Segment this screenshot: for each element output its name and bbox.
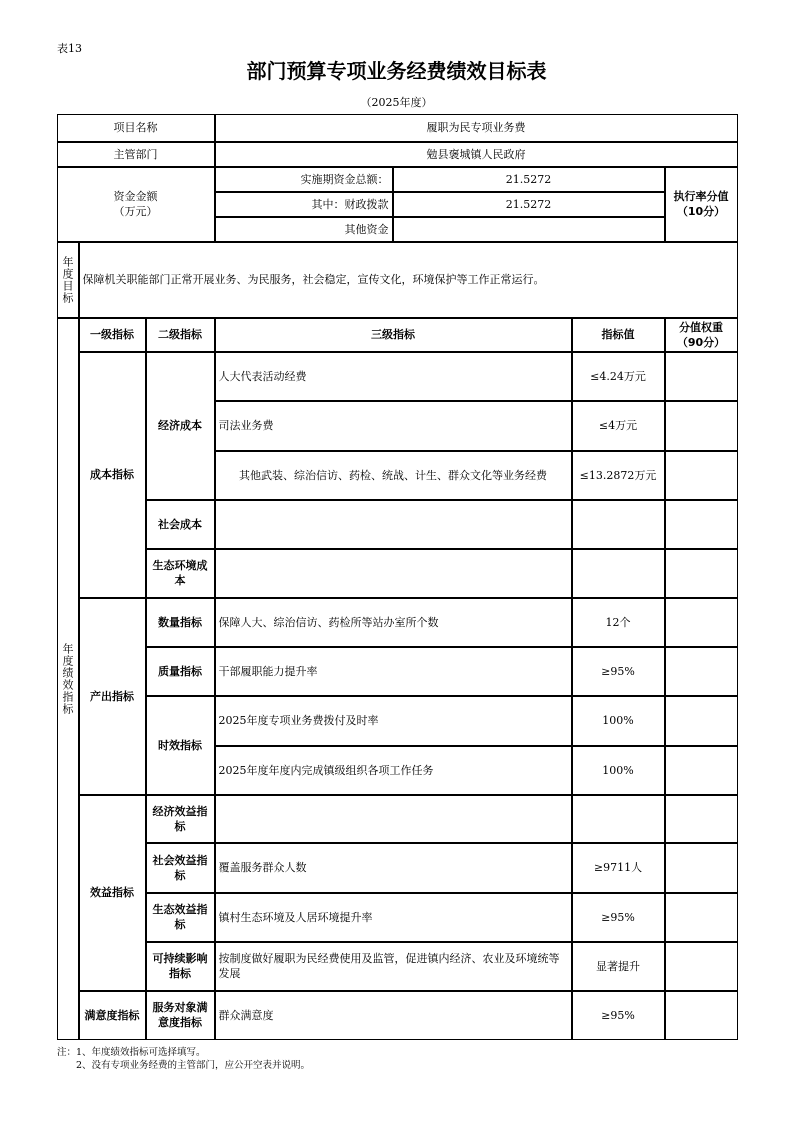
budget-year: （2025年度）: [360, 96, 433, 109]
weight-cell: [665, 843, 738, 893]
footnote-1: 注：1、年度绩效指标可选择填写。: [57, 1047, 206, 1058]
footnote-2: 2、没有专项业务经费的主管部门，应公开空表并说明。: [76, 1060, 311, 1071]
benefit-item-value: ≥9711人: [572, 843, 665, 893]
weight-cell: [665, 401, 738, 451]
total-funds-label: 实施期资金总额：: [215, 167, 393, 192]
output-item-value: 12个: [572, 598, 665, 647]
cost-item-value: ≤4万元: [572, 401, 665, 451]
weight-cell: [665, 500, 738, 549]
satisfaction-level2: 服务对象满意度指标: [146, 991, 215, 1040]
col-weight: 分值权重 （90分）: [665, 318, 738, 352]
weight-cell: [665, 991, 738, 1040]
empty-cell: [215, 500, 572, 549]
benefit-item-value: ≥95%: [572, 893, 665, 942]
cost-item: 其他武装、综治信访、药检、统战、计生、群众文化等业务经费: [215, 451, 572, 500]
dept-label: 主管部门: [57, 142, 215, 167]
weight-cell: [665, 696, 738, 746]
col-value: 指标值: [572, 318, 665, 352]
page-title: 部门预算专项业务经费绩效目标表: [246, 59, 547, 83]
benefit-item: 镇村生态环境及人居环境提升率: [215, 893, 572, 942]
total-funds-value: 21.5272: [393, 167, 665, 192]
cost-item-value: ≤13.2872万元: [572, 451, 665, 500]
output-item: 保障人大、综治信访、药检所等站办室所个数: [215, 598, 572, 647]
col-level1: 一级指标: [79, 318, 146, 352]
table-number: 表13: [57, 42, 82, 55]
fiscal-funds-value: 21.5272: [393, 192, 665, 217]
econ-benefit: 经济效益指标: [146, 795, 215, 843]
satisfaction-item-value: ≥95%: [572, 991, 665, 1040]
eco-cost: 生态环境成本: [146, 549, 215, 598]
empty-cell: [572, 795, 665, 843]
output-item: 2025年度年度内完成镇级组织各项工作任务: [215, 746, 572, 795]
weight-cell: [665, 795, 738, 843]
annual-goal-label: 年度目标: [57, 242, 79, 318]
sustain-indicator: 可持续影响指标: [146, 942, 215, 991]
satisfaction-indicator: 满意度指标: [79, 991, 146, 1040]
empty-cell: [215, 795, 572, 843]
cost-item: 人大代表活动经费: [215, 352, 572, 401]
weight-cell: [665, 598, 738, 647]
weight-cell: [665, 942, 738, 991]
weight-cell: [665, 746, 738, 795]
weight-cell: [665, 893, 738, 942]
empty-cell: [215, 549, 572, 598]
benefit-item-value: 显著提升: [572, 942, 665, 991]
benefit-item: 覆盖服务群众人数: [215, 843, 572, 893]
weight-cell: [665, 549, 738, 598]
project-name-value: 履职为民专项业务费: [215, 114, 738, 142]
footnotes: [57, 1046, 310, 1072]
output-item-value: 100%: [572, 746, 665, 795]
econ-cost: 经济成本: [146, 352, 215, 500]
cost-indicator: 成本指标: [79, 352, 146, 598]
social-cost: 社会成本: [146, 500, 215, 549]
social-benefit: 社会效益指标: [146, 843, 215, 893]
cost-item: 司法业务费: [215, 401, 572, 451]
exec-rate-label: 执行率分值 （10分）: [665, 167, 738, 242]
dept-value: 勉县褒城镇人民政府: [215, 142, 738, 167]
weight-cell: [665, 451, 738, 500]
quality-indicator: 质量指标: [146, 647, 215, 696]
eco-benefit: 生态效益指标: [146, 893, 215, 942]
other-funds-label: 其他资金: [215, 217, 393, 242]
project-name-label: 项目名称: [57, 114, 215, 142]
quantity-indicator: 数量指标: [146, 598, 215, 647]
output-item-value: 100%: [572, 696, 665, 746]
annual-goal-text: 保障机关职能部门正常开展业务、为民服务，社会稳定，宣传文化，环境保护等工作正常运行。: [79, 242, 738, 318]
performance-table: [57, 114, 738, 1040]
output-indicator: 产出指标: [79, 598, 146, 795]
weight-cell: [665, 352, 738, 401]
benefit-indicator: 效益指标: [79, 795, 146, 991]
col-level3: 三级指标: [215, 318, 572, 352]
output-item-value: ≥95%: [572, 647, 665, 696]
funds-label: 资金金额 （万元）: [57, 167, 215, 242]
cost-item-value: ≤4.24万元: [572, 352, 665, 401]
weight-cell: [665, 647, 738, 696]
empty-cell: [572, 549, 665, 598]
fiscal-funds-label: 其中：财政拨款: [215, 192, 393, 217]
satisfaction-item: 群众满意度: [215, 991, 572, 1040]
output-item: 干部履职能力提升率: [215, 647, 572, 696]
col-level2: 二级指标: [146, 318, 215, 352]
benefit-item: 按制度做好履职为民经费使用及监管，促进镇内经济、农业及环境统等发展: [215, 942, 572, 991]
other-funds-value: [393, 217, 665, 242]
indicators-side-label: 年度绩效指标: [57, 318, 79, 1040]
output-item: 2025年度专项业务费拨付及时率: [215, 696, 572, 746]
timeliness-indicator: 时效指标: [146, 696, 215, 795]
empty-cell: [572, 500, 665, 549]
